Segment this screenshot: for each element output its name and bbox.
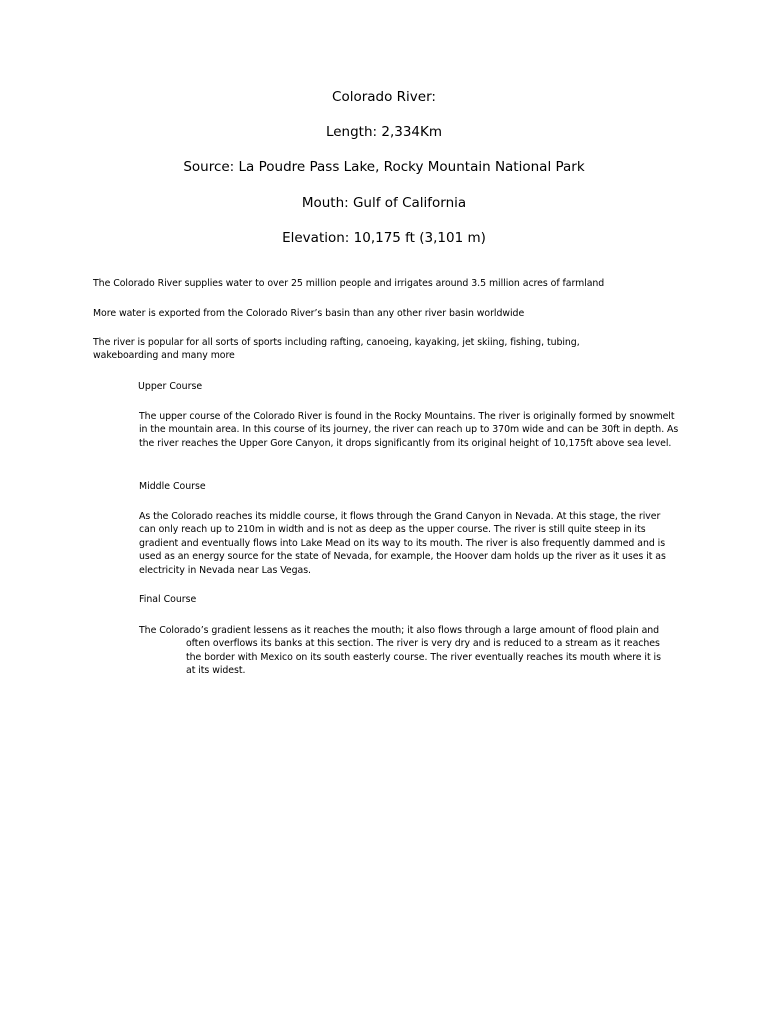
middle-course-heading: Middle Course <box>139 481 206 492</box>
fact-paragraph-exports: More water is exported from the Colorado River’s basin than any other river basin worldwide <box>93 308 525 319</box>
length-line: Length: 2,334Km <box>325 124 443 140</box>
source-line: Source: La Poudre Pass Lake, Rocky Mountain National Park <box>183 159 585 175</box>
upper-course-heading: Upper Course <box>138 381 203 392</box>
elevation-line: Elevation: 10,175 ft (3,101 m) <box>282 230 486 246</box>
final-course-heading: Final Course <box>139 594 197 605</box>
document-title: Colorado River: <box>332 89 436 105</box>
middle-course-paragraph: As the Colorado reaches its middle course, it flows through the Grand Canyon in Nevada. At this stage, the river can only reach up to 210m in width and is not as deep as the upper course. The river is still quite steep in its gradient and eventually flows into Lake Mead on its way to its mouth. The river is also frequently dammed and is used as an energy source for the state of Nevada, for example, the Hoover dam holds up the river as it uses it as electricity in Nevada near Las Vegas. <box>139 511 666 576</box>
final-course-paragraph: The Colorado’s gradient lessens as it reaches the mouth; it also flows through a large amount of flood plain and often overflows its banks at this section. The river is very dry and is reduced to a stream as it reaches the border with Mexico on its south easterly course. The river eventually reaches its mouth where it is at its widest. <box>139 625 661 677</box>
upper-course-paragraph: The upper course of the Colorado River is found in the Rocky Mountains. The river is originally formed by snowmelt in the mountain area. In this course of its journey, the river can reach up to 370m wide and can be 30ft in depth. As the river reaches the Upper Gore Canyon, it drops significantly from its original height of 10,175ft above sea level. <box>139 411 679 449</box>
fact-paragraph-sports: The river is popular for all sorts of sports including rafting, canoeing, kayaking, jet skiing, fishing, tubing, wakeboarding and many more <box>93 337 580 362</box>
fact-paragraph-water-supply: The Colorado River supplies water to over 25 million people and irrigates around 3.5 million acres of farmland <box>93 278 605 289</box>
mouth-line: Mouth: Gulf of California <box>301 195 467 211</box>
